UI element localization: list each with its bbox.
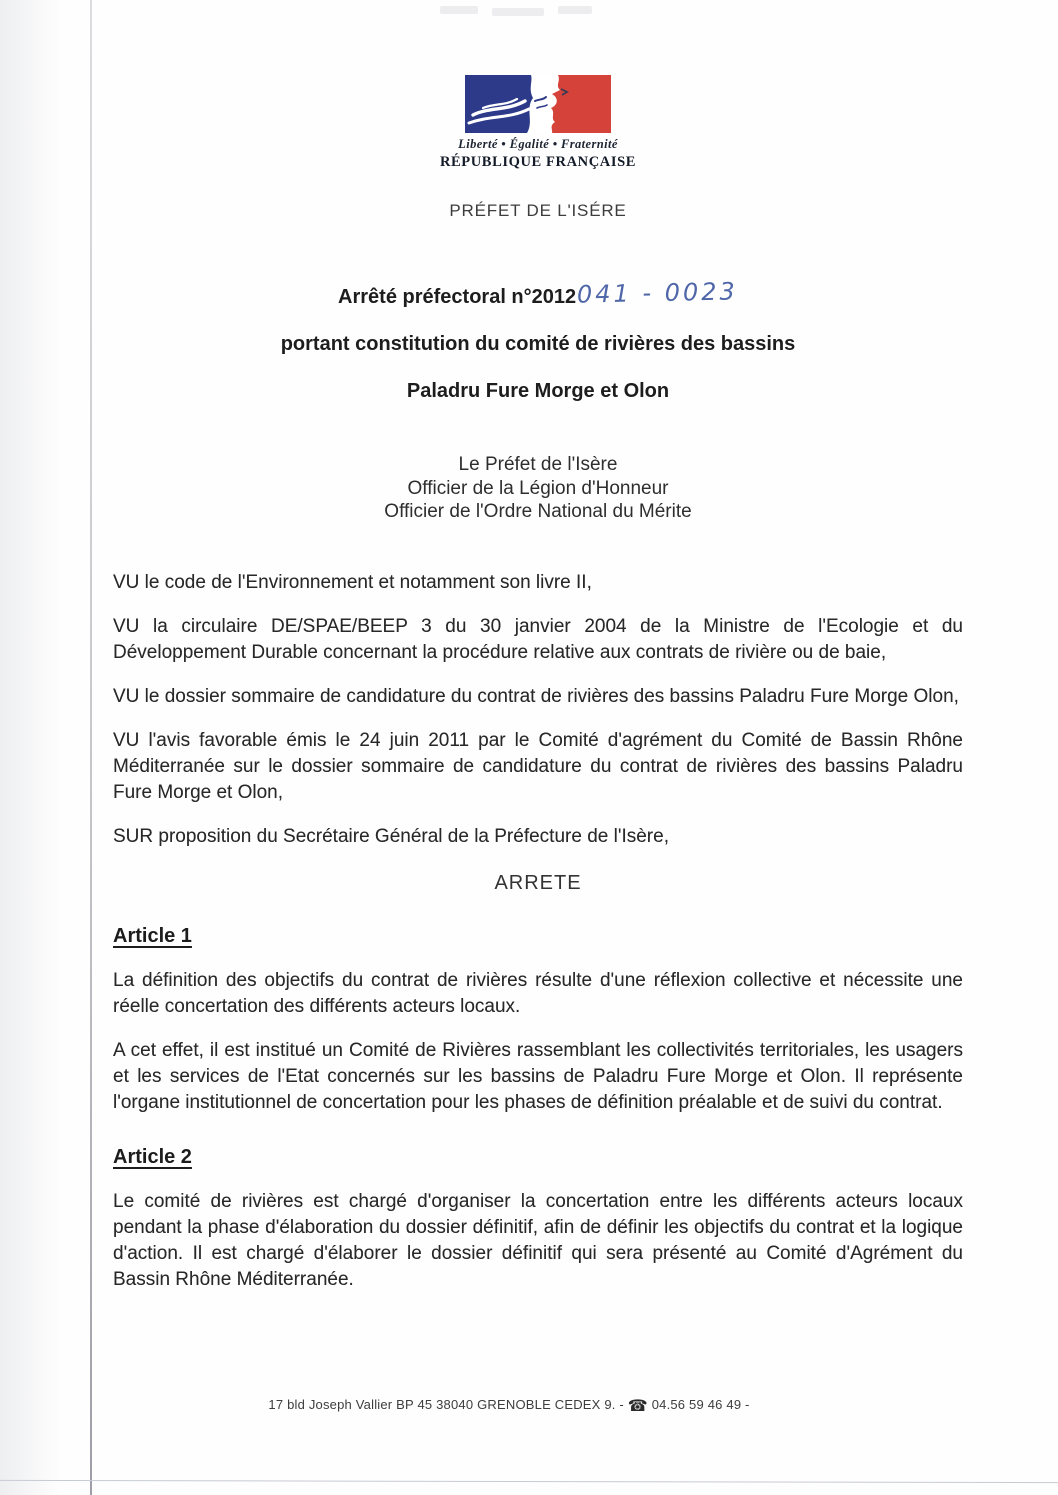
french-republic-flag-icon xyxy=(465,75,611,133)
decree-number-line xyxy=(113,277,963,309)
issuer-titles-block xyxy=(113,453,963,524)
issuer-honor-1: Officier de la Légion d'Honneur xyxy=(407,477,669,499)
article-1-paragraph-2: A cet effet, il est institué un Comité de Rivières rassemblant les collectivités territoriales, les usagers et les services de l'Etat concernés sur les bassins de Paladru Fure Morge et Olon. Il représente l'organe institutionnel de concertation pour les phases de définition préalable et de suivi du contrat. xyxy=(113,1039,963,1113)
footer-phone-number: 04.56 59 46 49 - xyxy=(651,1397,750,1412)
decree-number-handwritten: 041 - 0023 xyxy=(576,277,739,309)
footer-address: 17 bld Joseph Vallier BP 45 38040 GRENOBLE CEDEX 9. - xyxy=(268,1397,624,1412)
marianne-logo xyxy=(440,75,636,171)
decree-basins-line: Paladru Fure Morge et Olon xyxy=(406,380,670,402)
logo-republic-name: RÉPUBLIQUE FRANÇAISE xyxy=(439,154,637,170)
telephone-icon: ☎ xyxy=(627,1396,648,1415)
recital-vu-2: VU la circulaire DE/SPAE/BEEP 3 du 30 janvier 2004 de la Ministre de l'Ecologie et du Développement Durable concernant la procédure relative aux contrats de rivière ou de baie, xyxy=(113,615,963,663)
decree-title-block xyxy=(113,277,963,403)
recital-vu-4: VU l'avis favorable émis le 24 juin 2011 par le Comité d'agrément du Comité de Bassin Rhône Méditerranée sur le dossier sommaire de candidature du contrat de rivières des bassins Paladru Fure Morge et Olon, xyxy=(113,729,963,803)
prefecture-name: PRÉFET DE L'ISÉRE xyxy=(449,201,627,220)
recital-vu-3: VU le dossier sommaire de candidature du contrat de rivières des bassins Paladru Fure Morge Olon, xyxy=(113,685,959,707)
letterhead xyxy=(113,75,963,221)
footer-address-line xyxy=(0,1396,1018,1415)
article-2-heading: Article 2 xyxy=(113,1145,192,1168)
article-1-paragraph-1: La définition des objectifs du contrat de rivières résulte d'une réflexion collective et nécessite une réelle concertation des différents acteurs locaux. xyxy=(113,969,963,1017)
article-1-heading: Article 1 xyxy=(113,924,192,947)
decree-number-printed: Arrêté préfectoral n°2012 xyxy=(338,286,577,308)
logo-motto: Liberté • Égalité • Fraternité xyxy=(458,137,618,151)
scan-artifact-bottom-line xyxy=(0,1480,1058,1484)
arrete-label: ARRETE xyxy=(494,871,582,894)
issuer-honor-2: Officier de l'Ordre National du Mérite xyxy=(384,501,692,522)
recitals-section xyxy=(113,570,963,850)
decree-subject-line: portant constitution du comité de rivières des bassins xyxy=(280,333,796,355)
recital-sur: SUR proposition du Secrétaire Général de la Préfecture de l'Isère, xyxy=(113,825,669,847)
issuer-title: Le Préfet de l'Isère xyxy=(458,454,618,475)
recital-vu-1: VU le code de l'Environnement et notamment son livre II, xyxy=(113,571,592,593)
article-2-paragraph-1: Le comité de rivières est chargé d'organiser la concertation entre les différents acteurs locaux pendant la phase d'élaboration du dossier définitif, afin de définir les objectifs du contrat et la logique d'action. Il est chargé d'élaborer le dossier définitif qui sera présenté au Comité d'Agrément du Bassin Rhône Méditerranée. xyxy=(113,1190,963,1290)
